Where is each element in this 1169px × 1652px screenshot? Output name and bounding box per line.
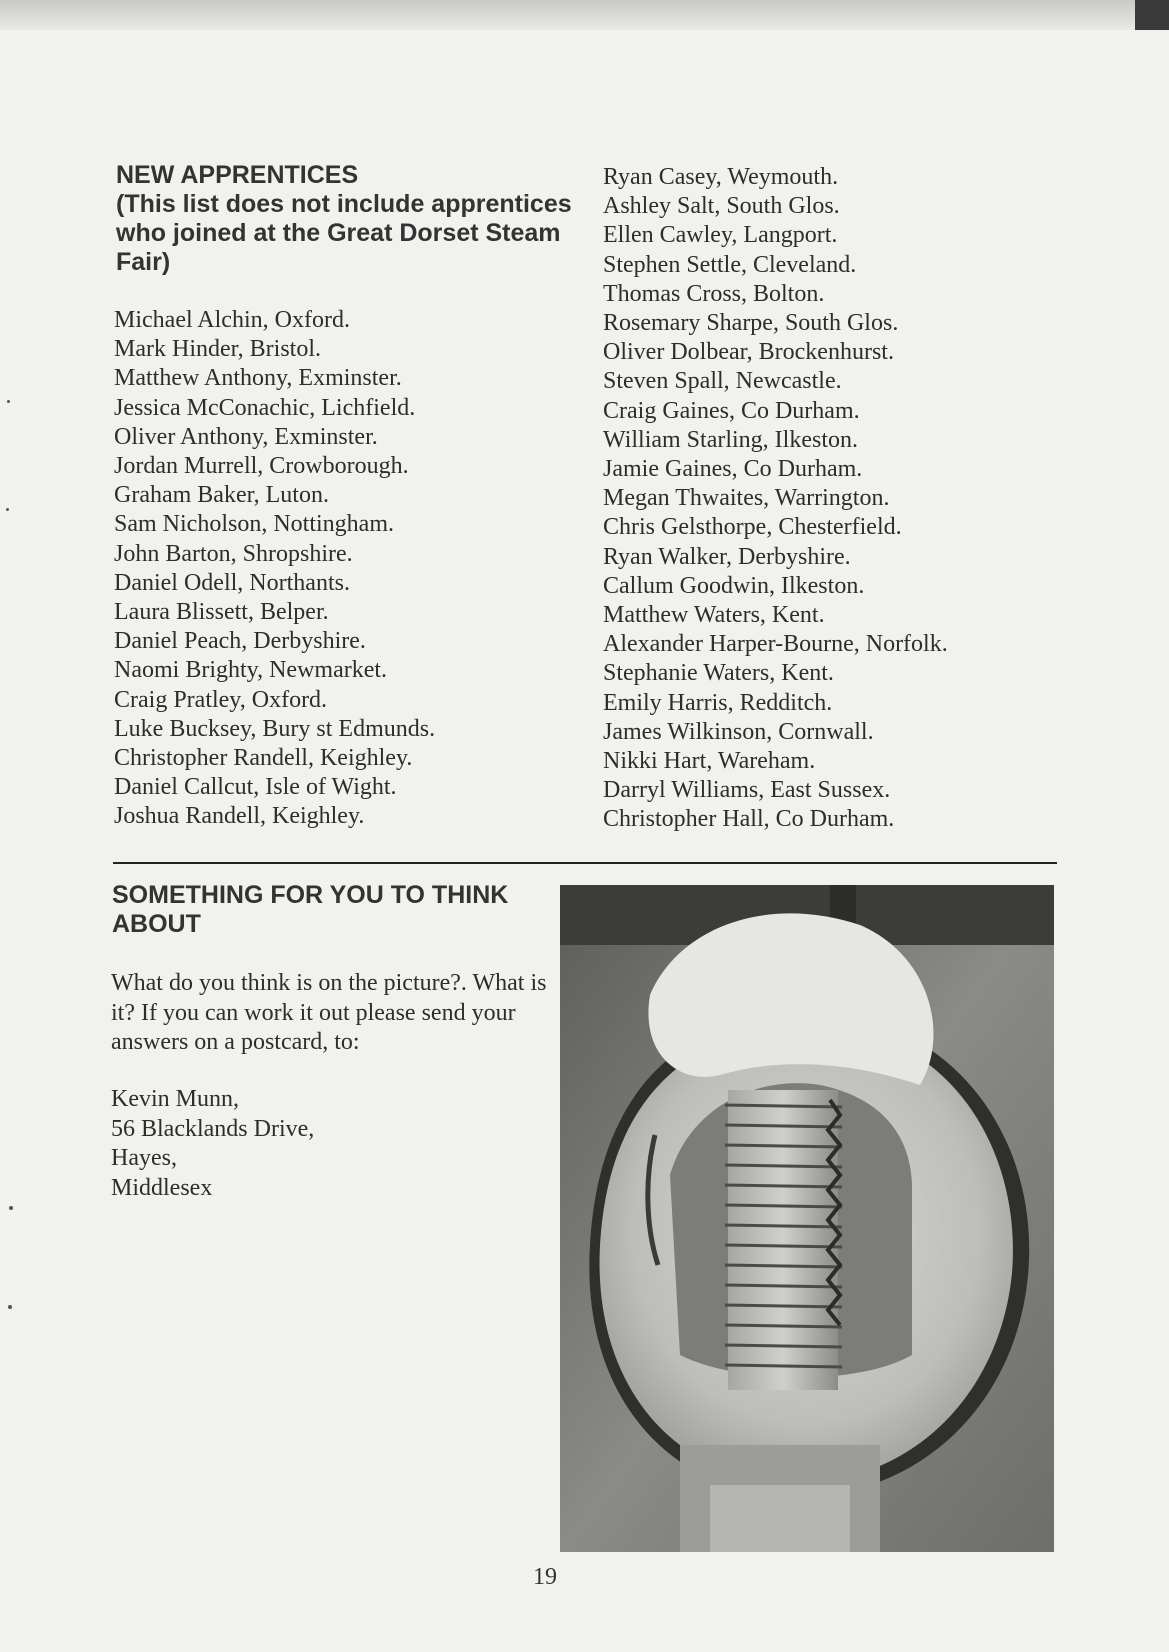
apprentice-entry: Stephanie Waters, Kent. [603,660,834,687]
apprentices-subheading: (This list does not include apprentices who joined at the Great Dorset Steam Fair) [116,190,572,276]
apprentice-entry: Jordan Murrell, Crowborough. [114,453,409,480]
scan-speck [7,400,10,403]
apprentice-entry: Steven Spall, Newcastle. [603,368,842,395]
apprentice-entry: Laura Blissett, Belper. [114,599,329,626]
apprentice-entry: Megan Thwaites, Warrington. [603,485,890,512]
postal-address [111,1085,551,1203]
apprentice-entry: Jamie Gaines, Co Durham. [603,456,863,483]
apprentices-heading: NEW APPRENTICES [116,161,359,189]
apprentice-entry: Alexander Harper-Bourne, Norfolk. [603,631,948,658]
address-line: Middlesex [111,1174,213,1201]
apprentice-entry: Mark Hinder, Bristol. [114,336,322,363]
apprentice-entry: Ryan Casey, Weymouth. [603,164,839,190]
apprentice-entry: Graham Baker, Luton. [114,482,329,509]
apprentices-heading-block [116,161,576,277]
apprentice-entry: Ellen Cawley, Langport. [603,222,838,249]
section-divider [113,862,1057,864]
apprentice-entry: Christopher Randell, Keighley. [114,745,413,772]
apprentice-entry: Oliver Anthony, Exminster. [114,423,378,450]
apprentice-entry: Chris Gelsthorpe, Chesterfield. [603,514,902,541]
apprentice-entry: Stephen Settle, Cleveland. [603,251,857,278]
puzzle-question: What do you think is on the picture?. What is it? If you can work it out please send your answers on a postcard, to: [111,970,547,1055]
apprentice-entry: Darryl Williams, East Sussex. [603,777,891,804]
apprentice-entry: Matthew Anthony, Exminster. [114,365,402,392]
address-line: 56 Blacklands Drive, [111,1115,315,1142]
apprentice-entry: Daniel Odell, Northants. [114,569,350,596]
apprentice-entry: Daniel Peach, Derbyshire. [114,628,366,655]
scan-speck [9,1206,13,1210]
apprentice-entry: Ryan Walker, Derbyshire. [603,543,851,570]
apprentice-entry: Joshua Randell, Keighley. [114,803,365,830]
scan-top-edge [0,0,1169,30]
apprentice-entry: Daniel Callcut, Isle of Wight. [114,774,397,801]
page-number: 19 [533,1564,557,1590]
apprentice-entry: Michael Alchin, Oxford. [114,307,350,333]
apprentice-entry: Thomas Cross, Bolton. [603,280,825,307]
apprentice-list-right [603,163,948,835]
apprentice-entry: William Starling, Ilkeston. [603,426,858,453]
address-line: Hayes, [111,1145,177,1171]
think-heading: SOMETHING FOR YOU TO THINK ABOUT [112,881,509,938]
apprentice-entry: James Wilkinson, Cornwall. [603,718,874,745]
apprentice-entry: Craig Gaines, Co Durham. [603,397,860,424]
address-line: Kevin Munn, [111,1086,239,1112]
scan-speck [6,508,9,511]
apprentice-entry: Matthew Waters, Kent. [603,602,825,629]
apprentice-entry: Sam Nicholson, Nottingham. [114,511,394,538]
apprentice-entry: Ashley Salt, South Glos. [603,193,840,220]
scan-corner-shadow [1135,0,1169,30]
apprentice-entry: Craig Pratley, Oxford. [114,686,328,713]
apprentice-entry: Nikki Hart, Wareham. [603,748,816,775]
apprentice-entry: Oliver Dolbear, Brockenhurst. [603,339,894,366]
apprentice-list-left [114,306,435,832]
apprentice-entry: Rosemary Sharpe, South Glos. [603,310,899,337]
mystery-photo [560,885,1054,1552]
scan-speck [8,1305,12,1309]
apprentice-entry: Emily Harris, Redditch. [603,689,833,716]
apprentice-entry: John Barton, Shropshire. [114,540,353,567]
apprentice-entry: Luke Bucksey, Bury st Edmunds. [114,715,436,742]
apprentice-entry: Callum Goodwin, Ilkeston. [603,572,865,599]
apprentice-entry: Jessica McConachic, Lichfield. [114,394,416,421]
apprentice-entry: Naomi Brighty, Newmarket. [114,657,388,684]
apprentice-entry: Christopher Hall, Co Durham. [603,806,895,833]
